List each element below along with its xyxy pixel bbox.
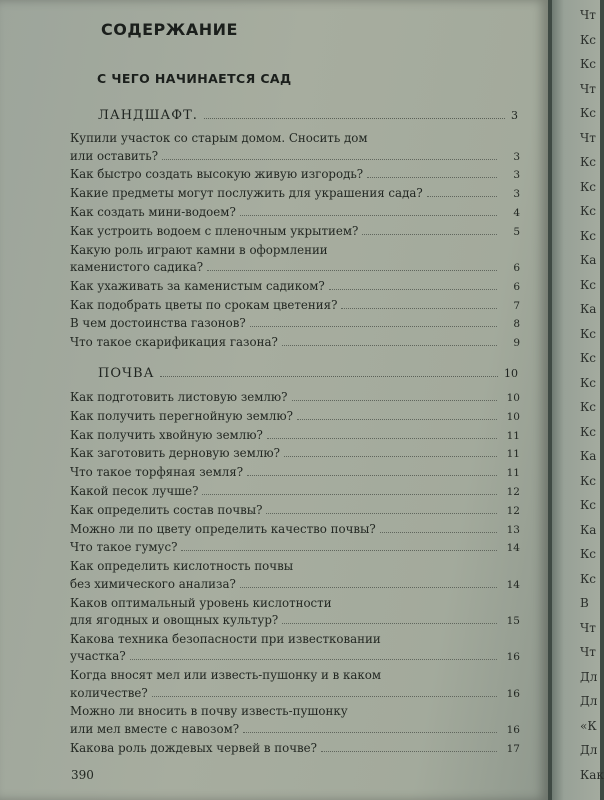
toc-entry-line bbox=[70, 204, 520, 223]
toc-entry-text: или оставить? bbox=[70, 148, 159, 163]
toc-entry-line bbox=[70, 259, 520, 278]
dot-leader bbox=[362, 234, 497, 235]
toc-entry bbox=[70, 483, 520, 502]
facing-page-edge bbox=[552, 0, 604, 800]
toc-entry bbox=[70, 130, 520, 166]
toc-entry-text: Можно ли по цвету определить качество почвы? bbox=[70, 521, 376, 536]
facing-page-fragment: Ка bbox=[580, 449, 597, 463]
toc-entry bbox=[70, 595, 520, 631]
toc-entry-text: Что такое торфяная земля? bbox=[70, 465, 244, 480]
toc-entry bbox=[70, 223, 520, 242]
toc-entry-text: В чем достоинства газонов? bbox=[70, 316, 246, 331]
toc-entry-text: участка? bbox=[70, 649, 126, 664]
toc-entry-line bbox=[70, 185, 520, 204]
dot-leader bbox=[367, 177, 497, 178]
facing-page-fragment: В bbox=[580, 596, 589, 610]
facing-page-fragment: Чт bbox=[580, 130, 596, 145]
toc-entry-page: 16 bbox=[506, 723, 520, 736]
dot-leader bbox=[282, 623, 497, 624]
toc-entry-text: Какой песок лучше? bbox=[70, 484, 199, 498]
toc-entry-page: 12 bbox=[506, 504, 520, 517]
dot-leader bbox=[292, 400, 497, 401]
toc-entry-line bbox=[70, 130, 520, 148]
toc-entry-line bbox=[70, 721, 520, 740]
dot-leader bbox=[243, 732, 497, 733]
dot-leader bbox=[152, 696, 497, 697]
toc-entry-text: Когда вносят мел или известь-пушонку и в каком bbox=[70, 668, 382, 683]
dot-leader bbox=[202, 494, 497, 495]
facing-page-fragment: Кс bbox=[580, 106, 597, 120]
dot-leader bbox=[284, 456, 497, 457]
dot-leader bbox=[380, 532, 497, 533]
facing-page-fragment: Кс bbox=[580, 473, 597, 488]
facing-page-fragment: Чт bbox=[580, 8, 596, 22]
toc-entry-page: 11 bbox=[506, 467, 520, 480]
dot-leader bbox=[329, 289, 497, 290]
dot-leader bbox=[207, 270, 497, 271]
facing-page-fragment: Ка bbox=[580, 253, 597, 267]
toc-entry-text: Как подобрать цветы по срокам цветения? bbox=[70, 297, 338, 312]
toc-entry-page: 16 bbox=[506, 651, 520, 664]
section-soil-heading bbox=[98, 366, 518, 381]
toc-entry-text: Как ухаживать за каменистым садиком? bbox=[70, 278, 325, 293]
toc-entry-text: Каков оптимальный уровень кислотности bbox=[70, 595, 332, 610]
facing-page-fragment: Кс bbox=[580, 277, 597, 292]
facing-page-fragment: Кс bbox=[580, 228, 597, 243]
facing-page-fragment: Кс bbox=[580, 424, 597, 439]
section-landscape-heading bbox=[98, 108, 518, 123]
dot-leader bbox=[266, 513, 497, 514]
dot-leader bbox=[267, 438, 497, 439]
toc-entry-line bbox=[70, 278, 520, 297]
facing-page-fragment: Кс bbox=[580, 326, 597, 341]
toc-entry-line bbox=[70, 558, 520, 576]
dot-leader bbox=[247, 475, 497, 476]
toc-entry-text: Что такое скарификация газона? bbox=[70, 335, 278, 350]
toc-entry bbox=[70, 389, 520, 408]
toc-entry-page: 15 bbox=[506, 615, 520, 627]
toc-entry bbox=[70, 204, 520, 223]
toc-entry-line bbox=[70, 521, 520, 540]
toc-entry-line bbox=[70, 242, 520, 260]
dot-leader bbox=[341, 308, 497, 309]
facing-page-fragment: Чт bbox=[580, 620, 596, 635]
toc-entry-page: 10 bbox=[506, 392, 520, 404]
dot-leader bbox=[240, 215, 497, 216]
toc-entry bbox=[70, 631, 520, 667]
toc-entry-line bbox=[70, 703, 520, 721]
toc-entry-line bbox=[70, 389, 520, 408]
section-page: 3 bbox=[511, 109, 518, 122]
toc-entry-line bbox=[70, 315, 520, 334]
toc-entry-line bbox=[70, 502, 520, 521]
toc-entry bbox=[70, 315, 520, 334]
toc-entry-line bbox=[70, 464, 520, 483]
dot-leader bbox=[321, 751, 497, 752]
toc-entry-page: 8 bbox=[513, 318, 520, 331]
toc-entry-line bbox=[70, 223, 520, 242]
toc-entry-line bbox=[70, 740, 520, 759]
toc-entry-text: Как создать мини-водоем? bbox=[70, 204, 236, 219]
toc-entry-page: 4 bbox=[513, 206, 520, 219]
toc-entry-text: или мел вместе с навозом? bbox=[70, 721, 240, 736]
toc-entry-line bbox=[70, 483, 520, 502]
toc-entry bbox=[70, 502, 520, 521]
dot-leader bbox=[162, 159, 497, 160]
toc-entry bbox=[70, 408, 520, 427]
facing-page-fragment: Кс bbox=[580, 351, 597, 365]
toc-entry-text: Можно ли вносить в почву известь-пушонку bbox=[70, 704, 348, 719]
facing-page-fragment: Кс bbox=[580, 547, 597, 561]
toc-entry-text: Как получить перегнойную землю? bbox=[70, 408, 293, 423]
section-title: ПОЧВА bbox=[98, 366, 155, 381]
section-title: ЛАНДШАФТ. bbox=[98, 108, 198, 123]
facing-page-fragment: Чт bbox=[580, 645, 596, 659]
facing-page-fragment: Чт bbox=[580, 81, 596, 96]
facing-page-fragment: Ка bbox=[580, 302, 597, 316]
facing-page-fragment: Дл bbox=[580, 743, 598, 757]
toc-entry-line bbox=[70, 334, 520, 353]
toc-entry bbox=[70, 740, 520, 759]
toc-entry-page: 17 bbox=[506, 742, 520, 755]
toc-entry-line bbox=[70, 648, 520, 667]
dot-leader bbox=[181, 550, 497, 551]
toc-entry-page: 5 bbox=[513, 225, 520, 238]
toc-entry-page: 9 bbox=[513, 337, 520, 350]
toc-entry-page: 6 bbox=[513, 262, 520, 274]
toc-entry bbox=[70, 427, 520, 446]
toc-entry-line bbox=[70, 595, 520, 613]
facing-page-fragment: Дл bbox=[580, 694, 598, 708]
toc-entry bbox=[70, 539, 520, 558]
toc-entry-text: Что такое гумус? bbox=[70, 540, 178, 555]
toc-entry-line bbox=[70, 445, 520, 464]
toc-entry-line bbox=[70, 148, 520, 167]
toc-entry-text: Какую роль играют камни в оформлении bbox=[70, 242, 328, 257]
toc-entry bbox=[70, 464, 520, 483]
toc-entry-page: 13 bbox=[506, 523, 520, 536]
dot-leader bbox=[240, 587, 497, 588]
dot-leader bbox=[250, 326, 497, 327]
toc-entry-text: Какие предметы могут послужить для украшения сада? bbox=[70, 186, 423, 201]
facing-page-fragment: Кс bbox=[580, 375, 597, 390]
toc-entry-text: Как определить состав почвы? bbox=[70, 502, 263, 517]
toc-entry bbox=[70, 185, 520, 204]
facing-page-fragment: Кс bbox=[580, 571, 597, 586]
toc-entry-page: 11 bbox=[506, 429, 520, 442]
toc-entry bbox=[70, 166, 520, 185]
toc-entry-line bbox=[70, 427, 520, 446]
toc-entry-text: Как получить хвойную землю? bbox=[70, 427, 263, 442]
toc-entry bbox=[70, 297, 520, 316]
toc-entry-page: 16 bbox=[506, 687, 520, 700]
dot-leader bbox=[160, 376, 498, 377]
facing-page-fragment: Кс bbox=[580, 400, 597, 414]
dot-leader bbox=[204, 118, 505, 119]
toc-entry-text: Как определить кислотность почвы bbox=[70, 559, 294, 574]
toc-entry-page: 3 bbox=[513, 188, 520, 201]
toc-entry-text: Как устроить водоем с пленочным укрытием? bbox=[70, 223, 359, 238]
dot-leader bbox=[130, 659, 497, 660]
facing-page-fragment: Кс bbox=[580, 179, 597, 194]
toc-entry-page: 14 bbox=[506, 542, 520, 555]
toc-entry-text: Как заготовить дерновую землю? bbox=[70, 446, 280, 461]
toc-entry-line bbox=[70, 297, 520, 316]
toc-entry-text: Какова техника безопасности при известковании bbox=[70, 631, 381, 646]
facing-page-fragment: Как bbox=[580, 767, 604, 782]
toc-entry bbox=[70, 445, 520, 464]
dot-leader bbox=[282, 345, 497, 346]
toc-entry-page: 7 bbox=[513, 299, 520, 312]
section-page: 10 bbox=[504, 367, 518, 380]
toc-entry-page: 3 bbox=[513, 169, 520, 182]
facing-page-fragment: «К bbox=[580, 718, 597, 733]
toc-entry bbox=[70, 667, 520, 703]
toc-entry-text: Какова роль дождевых червей в почве? bbox=[70, 740, 317, 755]
toc-entry-line bbox=[70, 539, 520, 558]
toc-entry-line bbox=[70, 612, 520, 631]
toc-entry bbox=[70, 703, 520, 739]
toc-entry-text: количестве? bbox=[70, 685, 148, 700]
facing-page-fragment: Ка bbox=[580, 522, 597, 537]
toc-entry bbox=[70, 334, 520, 353]
contents-heading: СОДЕРЖАНИЕ bbox=[101, 20, 238, 39]
toc-entry-page: 12 bbox=[506, 486, 520, 498]
toc-entry-page: 14 bbox=[506, 578, 520, 591]
toc-entry-page: 6 bbox=[513, 280, 520, 293]
toc-entry-page: 11 bbox=[506, 448, 520, 461]
toc-entry-line bbox=[70, 685, 520, 704]
toc-entry-line bbox=[70, 166, 520, 185]
toc-entry-line bbox=[70, 631, 520, 649]
facing-page-fragment: Дл bbox=[580, 669, 598, 684]
toc-entry-text: Как подготовить листовую землю? bbox=[70, 390, 288, 404]
part-heading: С ЧЕГО НАЧИНАЕТСЯ САД bbox=[97, 71, 292, 86]
facing-page-fragment: Кс bbox=[580, 155, 597, 169]
toc-entry bbox=[70, 521, 520, 540]
toc-entry bbox=[70, 558, 520, 594]
toc-entry-text: для ягодных и овощных культур? bbox=[70, 613, 279, 627]
toc-entry-page: 3 bbox=[513, 150, 520, 163]
page-number: 390 bbox=[71, 768, 94, 782]
dot-leader bbox=[297, 419, 497, 420]
toc-entry-line bbox=[70, 576, 520, 595]
toc-entry bbox=[70, 278, 520, 297]
facing-page-fragment: Кс bbox=[580, 57, 597, 71]
toc-entry-text: Купили участок со старым домом. Сносить дом bbox=[70, 131, 368, 145]
toc-entry-text: без химического анализа? bbox=[70, 576, 236, 591]
toc-entry-text: каменистого садика? bbox=[70, 260, 204, 274]
dot-leader bbox=[427, 196, 497, 197]
toc-entry-line bbox=[70, 408, 520, 427]
facing-page-fragment: Кс bbox=[580, 204, 597, 218]
toc-entry-text: Как быстро создать высокую живую изгородь? bbox=[70, 167, 364, 182]
toc-entry bbox=[70, 242, 520, 278]
facing-page-fragment: Кс bbox=[580, 32, 597, 47]
facing-page-fragment: Кс bbox=[580, 498, 597, 512]
toc-entry-page: 10 bbox=[506, 410, 520, 423]
toc-entry-line bbox=[70, 667, 520, 685]
